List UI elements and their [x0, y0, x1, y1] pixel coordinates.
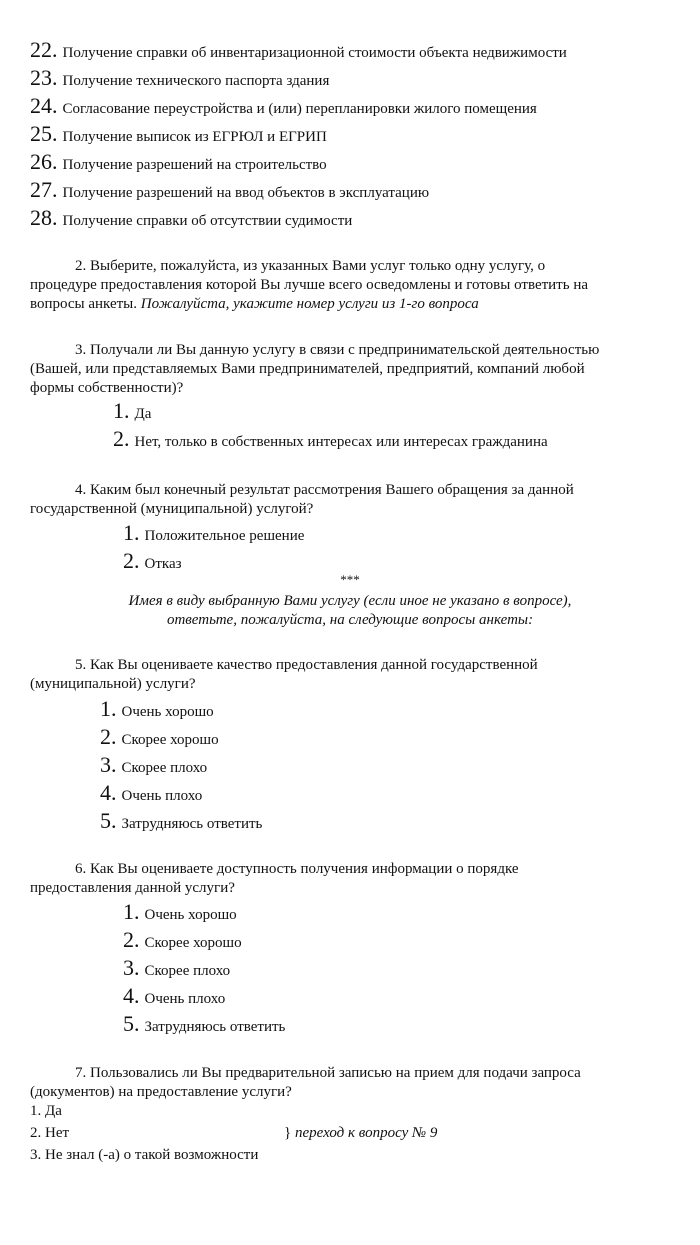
- answer-option[interactable]: 2. Нет, только в собственных интересах или интересах гражданина: [113, 426, 548, 451]
- service-item: 23. Получение технического паспорта здания: [30, 65, 330, 90]
- question-4: 4. Каким был конечный результат рассмотрения Вашего обращения за данной государственной (муниципальной) услугой?: [30, 482, 574, 517]
- answer-option[interactable]: 4. Очень плохо: [100, 780, 203, 805]
- answer-option[interactable]: 1. Очень хорошо: [123, 899, 237, 924]
- skip-to-question-text: переход к вопросу № 9: [294, 1125, 438, 1141]
- service-item: 25. Получение выписок из ЕГРЮЛ и ЕГРИП: [30, 121, 327, 146]
- answer-option[interactable]: 5. Затрудняюсь ответить: [100, 808, 263, 833]
- section-separator: ***: [340, 572, 360, 587]
- answer-option[interactable]: 5. Затрудняюсь ответить: [123, 1011, 286, 1036]
- answer-option[interactable]: 1. Да: [30, 1103, 62, 1119]
- service-item: 28. Получение справки об отсутствии судимости: [30, 205, 353, 230]
- answer-option[interactable]: 1. Да: [113, 398, 152, 423]
- answer-option[interactable]: 2. Скорее хорошо: [123, 927, 242, 952]
- service-item: 22. Получение справки об инвентаризационной стоимости объекта недвижимости: [30, 37, 567, 62]
- answer-option[interactable]: 1. Очень хорошо: [100, 696, 214, 721]
- question-7: 7. Пользовались ли Вы предварительной записью на прием для подачи запроса (документов) на предоставление услуги?: [30, 1065, 581, 1100]
- answer-option[interactable]: 4. Очень плохо: [123, 983, 226, 1008]
- answer-option[interactable]: 3. Скорее плохо: [100, 752, 208, 777]
- answer-option[interactable]: 2. Скорее хорошо: [100, 724, 219, 749]
- service-item: 26. Получение разрешений на строительство: [30, 149, 327, 174]
- answer-option[interactable]: 1. Положительное решение: [123, 520, 305, 545]
- answer-option[interactable]: 2. Отказ: [123, 548, 182, 573]
- skip-instruction: [284, 1124, 437, 1143]
- answer-option[interactable]: 2. Нет: [30, 1125, 70, 1141]
- answer-option[interactable]: 3. Не знал (-а) о такой возможности: [30, 1147, 259, 1163]
- question-2-last-line: вопросы анкеты. Пожалуйста, укажите номер услуги из 1-го вопроса: [30, 296, 479, 312]
- question-2: 2. Выберите, пожалуйста, из указанных Вами услуг только одну услугу, о процедуре предоставления которой Вы лучше всего осведомлены и готовы ответить на вопросы анкеты. Пожалуйста, укажите номер услуги из 1-го вопроса: [30, 257, 648, 314]
- section-instruction: Имея в виду выбранную Вами услугу (если иное не указано в вопросе), ответьте, пожалуйста, на следующие вопросы анкеты:: [128, 593, 572, 628]
- answer-option[interactable]: 3. Скорее плохо: [123, 955, 231, 980]
- service-item: 24. Согласование переустройства и (или) перепланировки жилого помещения: [30, 93, 537, 118]
- question-6: 6. Как Вы оцениваете доступность получения информации о порядке предоставления данной услуги?: [30, 861, 519, 896]
- question-3: 3. Получали ли Вы данную услугу в связи с предпринимательской деятельностью (Вашей, или представляемых Вами предпринимателей, предприятий, компаний любой формы собственности)?: [30, 342, 600, 396]
- question-2-note: Пожалуйста, укажите номер услуги из 1-го вопроса: [140, 296, 479, 312]
- brace-symbol: }: [284, 1125, 292, 1141]
- question-5: 5. Как Вы оцениваете качество предоставления данной государственной (муниципальной) услуги?: [30, 657, 538, 692]
- service-item: 27. Получение разрешений на ввод объектов в эксплуатацию: [30, 177, 430, 202]
